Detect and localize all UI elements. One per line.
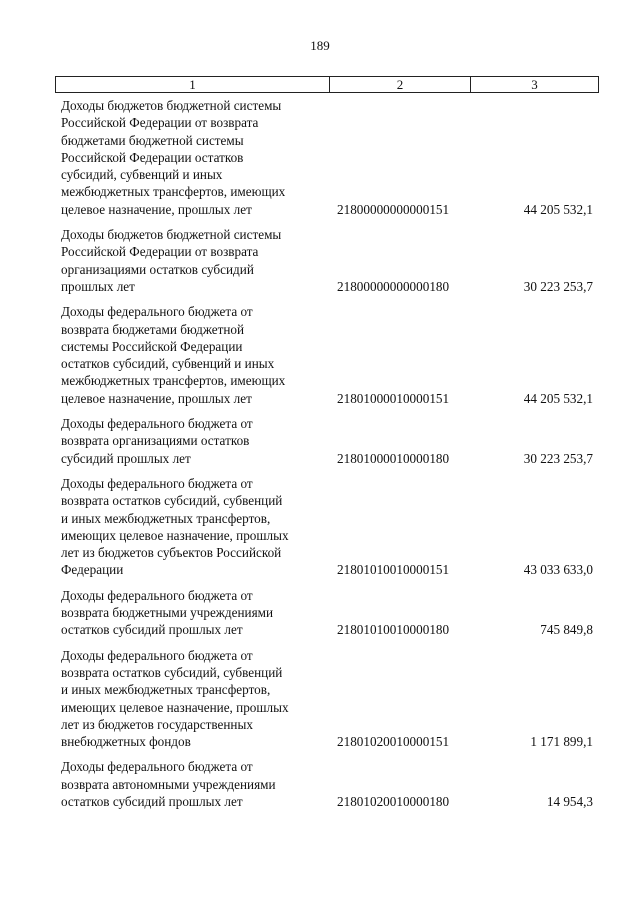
row-description: Доходы бюджетов бюджетной системы Российской Федерации от возврата организациями остатков субсидий прошлых лет bbox=[61, 227, 282, 294]
row-description: Доходы федерального бюджета от возврата автономными учреждениями остатков субсидий прошлых лет bbox=[61, 759, 276, 809]
table-row bbox=[61, 97, 593, 218]
table-body bbox=[61, 97, 593, 818]
row-description: Доходы федерального бюджета от возврата организациями остатков субсидий прошлых лет bbox=[61, 416, 253, 466]
row-code: 21801000010000180 bbox=[337, 450, 450, 466]
row-amount: 14 954,3 bbox=[546, 793, 593, 809]
table-row bbox=[61, 758, 593, 810]
column-header-2: 2 bbox=[330, 77, 471, 92]
row-amount: 745 849,8 bbox=[540, 622, 593, 638]
row-code: 21801020010000180 bbox=[337, 793, 450, 809]
table-header bbox=[55, 76, 599, 93]
row-code: 21800000000000180 bbox=[337, 278, 450, 294]
row-amount: 43 033 633,0 bbox=[523, 562, 593, 578]
column-header-1: 1 bbox=[56, 77, 330, 92]
row-amount: 1 171 899,1 bbox=[530, 734, 593, 750]
row-description: Доходы федерального бюджета от возврата бюджетными учреждениями остатков субсидий прошлых лет bbox=[61, 587, 274, 638]
row-description: Доходы федерального бюджета от возврата остатков субсидий, субвенций и иных межбюджетных трансфертов, имеющих целевое назначение, прошлых лет из бюджетов государственных внебюджетных фондов bbox=[61, 647, 289, 750]
row-code: 21801000010000151 bbox=[337, 390, 450, 406]
row-code: 21800000000000151 bbox=[337, 201, 450, 217]
table-row bbox=[61, 475, 593, 579]
row-amount: 30 223 253,7 bbox=[523, 450, 593, 466]
table-row bbox=[61, 587, 593, 639]
row-code: 21801020010000151 bbox=[337, 734, 450, 750]
row-description: Доходы федерального бюджета от возврата бюджетами бюджетной системы Российской Федерации остатков субсидий, субвенций и иных межбюджетных трансфертов, имеющих целевое назначение, прошлых лет bbox=[61, 304, 286, 406]
page-number: 189 bbox=[310, 38, 330, 53]
table-row bbox=[61, 415, 593, 467]
row-amount: 44 205 532,1 bbox=[523, 201, 593, 217]
row-amount: 30 223 253,7 bbox=[523, 278, 593, 294]
column-header-3: 3 bbox=[531, 77, 538, 92]
row-description: Доходы федерального бюджета от возврата остатков субсидий, субвенций и иных межбюджетных трансфертов, имеющих целевое назначение, прошлых лет из бюджетов субъектов Российской Федерации bbox=[61, 475, 289, 578]
table-row bbox=[61, 303, 593, 407]
row-code: 21801010010000151 bbox=[337, 562, 450, 578]
table-row bbox=[61, 647, 593, 751]
row-code: 21801010010000180 bbox=[337, 622, 450, 638]
row-description: Доходы бюджетов бюджетной системы Российской Федерации от возврата бюджетами бюджетной системы Российской Федерации остатков субсидий, субвенций и иных межбюджетных трансфертов, имеющих целевое назначение, прошлых лет bbox=[61, 98, 286, 217]
row-amount: 44 205 532,1 bbox=[523, 390, 593, 406]
table-row bbox=[61, 226, 593, 295]
